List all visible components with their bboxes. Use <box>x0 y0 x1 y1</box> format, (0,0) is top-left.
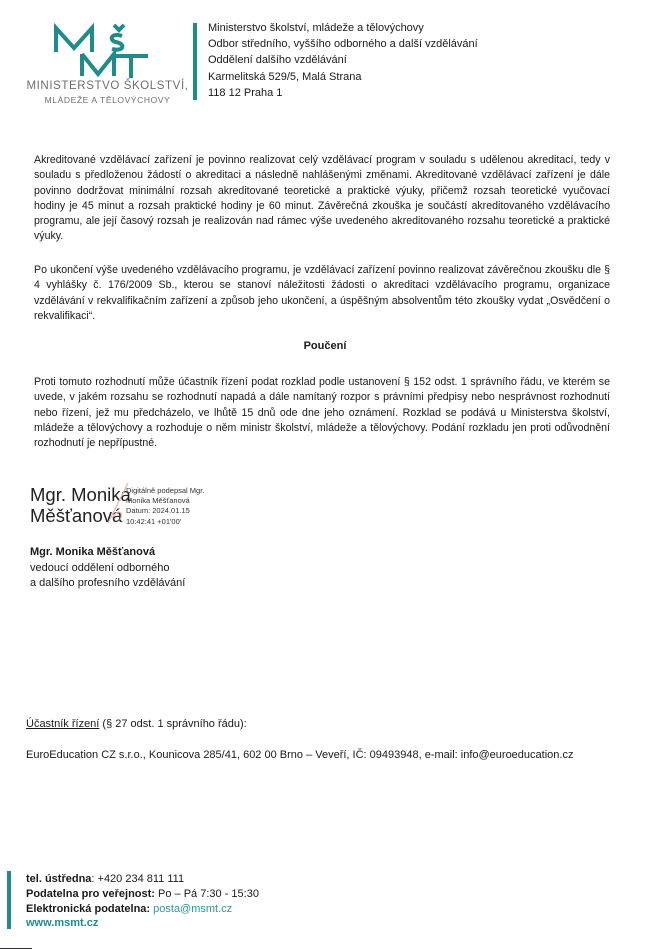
header-accent-bar <box>193 23 197 100</box>
signer-title: a dalšího profesního vzdělávání <box>30 577 186 589</box>
participant-label: Účastník řízení (§ 27 odst. 1 správního řádu): <box>26 718 247 730</box>
address-line: Ministerstvo školství, mládeže a tělovýchovy <box>208 22 424 34</box>
address-line: 118 12 Praha 1 <box>208 86 283 99</box>
logo-text-line1: MINISTERSTVO ŠKOLSTVÍ, <box>26 80 189 92</box>
footer-divider <box>0 948 32 949</box>
signature-name: Mgr. Monika Měšťanová <box>30 484 131 526</box>
paragraph-final-exam: Po ukončení výše uvedeného vzdělávacího programu, je vzdělávací zařízení povinno realizovat závěrečnou zkoušku dle § 4 vyhlášky č. 176/2009 Sb., kterou se stanoví náležitosti žádosti o akreditaci vzdělávacího programu, organizace vzdělávání v rekvalifikačním zařízení a způsob jeho ukončení, a úspěšným absolventům této zkoušky vydat „Osvědčení o rekvalifikaci“. <box>34 264 610 322</box>
epodatelna-email-link[interactable]: posta@msmt.cz <box>150 902 233 915</box>
footer-phone: tel. ústředna: +420 234 811 111 <box>26 873 185 885</box>
address-line: Oddělení dalšího vzdělávání <box>208 54 347 67</box>
msmt-logo <box>20 18 190 103</box>
address-line: Odbor středního, vyššího odborného a další vzdělávání <box>208 38 478 51</box>
logo-text-line2: MLÁDEŽE A TĚLOVÝCHOVY <box>44 95 171 105</box>
footer-office-hours: Podatelna pro veřejnost: Po – Pá 7:30 - 15:30 <box>26 887 259 900</box>
paragraph-accreditation: Akreditované vzdělávací zařízení je povinno realizovat celý vzdělávací program v souladu s udělenou akreditací, tedy v souladu s předloženou žádostí o akreditaci a následně nahlášenými změnami. Akreditované vzdělávací zařízení je dále povinno dodržovat minimální rozsah akreditované teoretické a praktické výuky, přičemž rozsah teoretické vyučovací hodiny je 45 minut a rozsah praktické hodiny je 60 minut. Závěrečná zkouška je součástí akreditovaného vzdělávacího programu, ale její časový rozsah je realizován nad rámec výše uvedeného akreditovaného rozsahu teoretické a praktické výuky. <box>34 154 610 243</box>
address-line: Karmelitská 529/5, Malá Strana <box>208 70 362 83</box>
signer-name: Mgr. Monika Měšťanová <box>30 546 156 558</box>
footer-accent-bar <box>7 871 11 929</box>
signer-block <box>30 545 185 592</box>
paragraph-appeal: Proti tomuto rozhodnutí může účastník řízení podat rozklad podle ustanovení § 152 odst. 1 správního řádu, ve kterém se uvede, v jakém rozsahu se rozhodnutí napadá a dále namítaný rozpor s právními předpisy nebo nesprávnost rozhodnutí nebo řízení, jež mu předcházelo, ve lhůtě 15 dnů ode dne jeho oznámení. Rozklad se podává u Ministerstva školství, mládeže a tělovýchovy a rozhoduje o něm ministr školství, mládeže a tělovýchovy. Podání rozkladu jen proti odůvodnění rozhodnutí je nepřípustné. <box>34 376 610 450</box>
website-link[interactable]: www.msmt.cz <box>26 917 99 930</box>
signature-details: Digitálně podepsal Mgr. Monika Měšťanová Datum: 2024.01.15 10:42:41 +01'00' <box>126 486 205 526</box>
footer-contact <box>26 872 259 931</box>
sender-address <box>208 20 478 101</box>
footer-epodatelna: Elektronická podatelna: posta@msmt.cz <box>26 902 233 915</box>
msmt-monogram-icon <box>52 22 152 80</box>
section-heading-pouceni: Poučení <box>303 340 347 352</box>
signer-title: vedoucí oddělení odborného <box>30 561 170 574</box>
participant-value: EuroEducation CZ s.r.o., Kounicova 285/41, 602 00 Brno – Veveří, IČ: 09493948, e-mail: info@euroeducation.cz <box>26 749 574 761</box>
